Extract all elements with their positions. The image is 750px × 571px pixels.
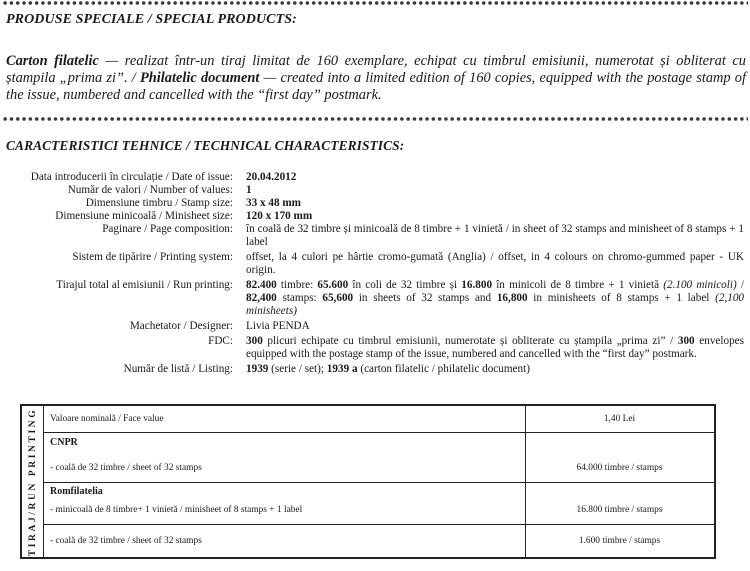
fdc-count-ro: 300 [246,335,263,347]
run-text: în coli de 32 timbre și [348,279,462,291]
rf-sheet-label: - coală de 32 timbre / sheet of 32 stamps [50,536,202,546]
fdc-label: FDC: [208,335,233,347]
side-label-cell [22,406,44,557]
carton-text-en: — created into a limited edition of 160 copies, equipped with the postage stamp of the issue, numbered and cancelled with the “first day” postmark. [6,70,747,103]
row-divider [44,432,714,433]
date-value: 20.04.2012 [246,171,297,183]
rf-sheet-value: 1.600 timbre / stamps [578,536,661,546]
row-divider [44,482,714,483]
fdc-text-ro: plicuri echipate cu timbrul emisiunii, numerotate și obliterate cu ștampila „prima zi” / [262,335,678,347]
run-sheets-ro: 65.600 [317,279,349,291]
run-label: Tirajul total al emisiunii / Run printing: [56,279,233,291]
top-dotted-divider [2,0,748,6]
print-run-table [20,404,716,559]
face-value-label: Valoare nominală / Face value [50,414,164,424]
values-value: 1 [246,184,252,196]
cnpr-sheet-value: 64.000 timbre / stamps [576,463,663,473]
carton-title-ro: Carton filatelic [6,53,99,69]
run-text: in minisheets of 8 stamps + 1 label [527,292,716,304]
row-run-printing [0,279,744,318]
listing-label: Număr de listă / Listing: [123,363,233,375]
run-mini-count-ro: (2.100 minicoli) [663,279,737,291]
row-page-composition [0,223,744,249]
technical-characteristics [0,171,744,376]
technical-heading: CARACTERISTICI TEHNICE / TECHNICAL CHARACTERISTICS: [6,138,405,153]
listing-text: (carton filatelic / philatelic document) [357,363,530,375]
row-printing-system [0,251,744,277]
run-mini-ro: 16.800 [461,279,493,291]
row-listing [0,363,744,376]
fdc-text-en: envelopes equipped with the postage stamp of the issue, numbered and cancelled with the “first day” postmark. [246,335,744,360]
printing-system-value: offset, la 4 culori pe hârtie cromo-gumată (Anglia) / offset, in 4 colours on chromo-gummed paper - UK origin. [246,251,744,276]
run-value [246,279,744,318]
run-text: în minicoli de 8 timbre + 1 vinietă [492,279,664,291]
cnpr-label: CNPR [50,437,78,448]
fdc-count-en: 300 [677,335,695,347]
run-text: stamps: [276,292,323,304]
printing-system-label: Sistem de tipărire / Printing system: [72,251,233,263]
stamp-size-value: 33 x 48 mm [246,197,301,209]
row-minisheet-size [0,210,744,223]
designer-value: Livia PENDA [246,320,310,332]
date-label: Data introducerii în circulație / Date of issue: [30,171,233,183]
listing-num-document: 1939 a [326,363,358,375]
designer-label: Machetator / Designer: [129,320,233,332]
philatelic-document-paragraph [6,53,746,104]
row-number-of-values [0,184,744,197]
listing-num-set: 1939 [246,363,269,375]
row-stamp-size [0,197,744,210]
row-divider [44,524,714,525]
minisheet-size-value: 120 x 170 mm [246,210,313,222]
cnpr-sheet-label: - coală de 32 timbre / sheet of 32 stamps [50,463,202,473]
listing-value [246,363,744,376]
run-mini-count-en: (2,100 minisheets) [246,292,745,317]
run-total-ro: 82.400 [246,279,277,291]
page-comp-value: în coală de 32 timbre și minicoală de 8 timbre + 1 vinietă / in sheet of 32 stamps and minisheet of 8 stamps + 1 label [246,223,744,248]
middle-dotted-divider [2,116,748,122]
run-total-en: 82,400 [246,292,277,304]
run-sheets-en: 65,600 [322,292,354,304]
special-products-heading: PRODUSE SPECIALE / SPECIAL PRODUCTS: [6,12,297,27]
run-text: in sheets of 32 stamps and [353,292,497,304]
romfilatelia-label: Romfilatelia [50,486,103,497]
carton-title-en: Philatelic document [140,70,260,86]
rf-mini-label: - minicoală de 8 timbre+ 1 vinietă / minisheet of 8 stamps + 1 label [50,505,303,515]
run-mini-en: 16,800 [496,292,528,304]
side-label: TIRAJ/RUN PRINTING [27,407,38,556]
page-comp-label: Paginare / Page composition: [102,223,233,235]
listing-text: (serie / set); [268,363,327,375]
stamp-size-label: Dimensiune timbru / Stamp size: [85,197,233,209]
carton-text-ro: — realizat într-un tiraj limitat de 160 exemplare, echipat cu timbrul emisiunii, numerotat și obliterat cu ștampila „prima zi”. / [6,53,746,86]
row-date-of-issue [0,171,744,184]
run-text: / [736,279,744,291]
row-fdc [0,335,744,361]
face-value: 1,40 Lei [603,414,636,424]
values-label: Număr de valori / Number of values: [67,184,233,196]
minisheet-size-label: Dimensiune minicoală / Minisheet size: [55,210,233,222]
row-designer [0,320,744,333]
run-text: timbre: [276,279,318,291]
rf-mini-value: 16.800 timbre / stamps [576,505,663,515]
fdc-value [246,335,744,361]
